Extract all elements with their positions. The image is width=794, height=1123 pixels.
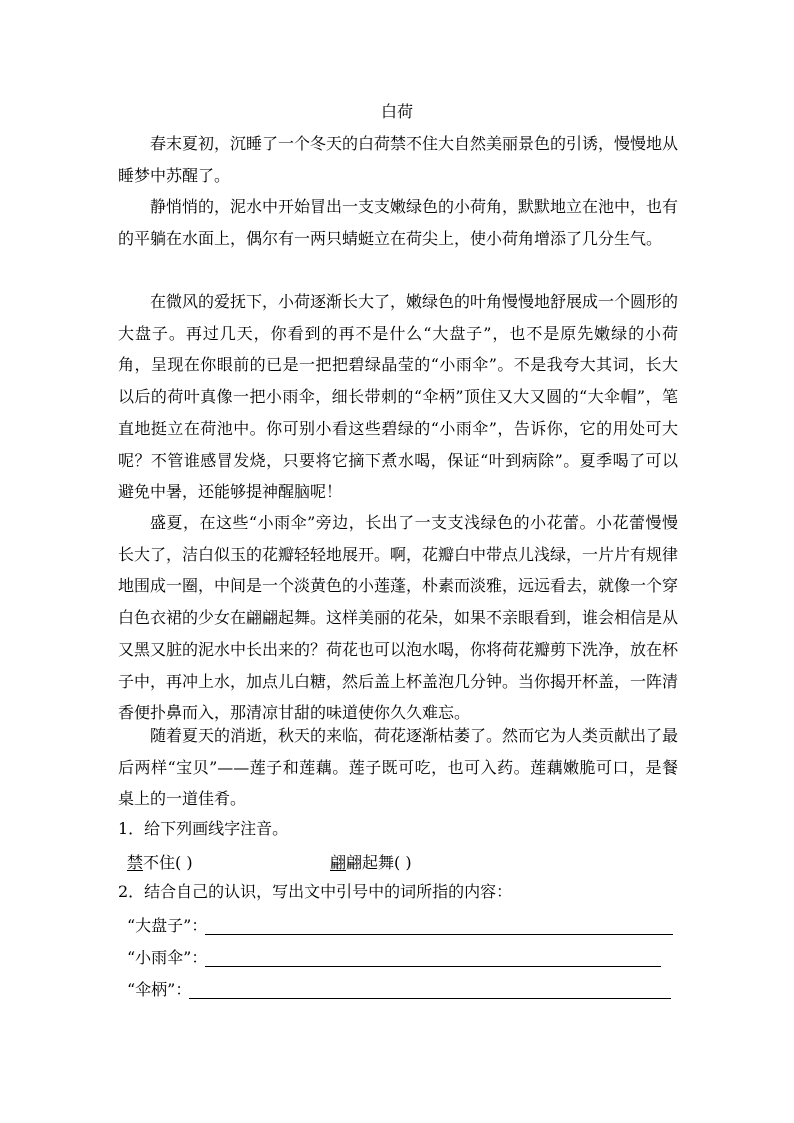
answer-label: “伞柄”： (127, 980, 192, 999)
paragraph-1: 春末夏初，沉睡了一个冬天的白荷禁不住大自然美丽景色的引诱，慢慢地从睡梦中苏醒了。 (118, 134, 679, 185)
paragraph-4: 盛夏，在这些“小雨伞”旁边，长出了一支支浅绿色的小花蕾。小花蕾慢慢长大了，洁白似玉的花瓣轻轻地展开。啊，花瓣白中带点儿浅绿，一片片有规律地围成一圈，中间是一个淡黄色的小莲蓬，朴素而淡雅，远远看去，就像一个穿白色衣裙的少女在翩翩起舞。这样美丽的花朵，如果不亲眼看到，谁会相信是从又黑又脏的泥水中长出来的？荷花也可以泡水喝，你将荷花瓣剪下洗净，放在杯子中，再冲上水，加点儿白糖，然后盖上杯盖泡几分钟。当你揭开杯盖，一阵清香便扑鼻而入，那清凉甘甜的味道使你久久难忘。 (118, 513, 679, 723)
answer-row-2 (127, 946, 207, 970)
question-2-prompt: 2．结合自己的认识，写出文中引号中的词所指的内容： (118, 882, 513, 901)
paragraph-5: 随着夏天的消逝，秋天的来临，荷花逐渐枯萎了。然而它为人类贡献出了最后两样“宝贝”——莲子和莲藕。莲子既可吃，也可入药。莲藕嫩脆可口，是餐桌上的一道佳肴。 (118, 726, 679, 809)
pinyin-item-1-rest[interactable]: 不住( ) (143, 853, 193, 872)
answer-label: “小雨伞”： (127, 948, 208, 967)
answer-blank-line[interactable] (205, 934, 673, 935)
answer-blank-line[interactable] (189, 998, 671, 999)
pinyin-item-2-rest[interactable]: 翩起舞( ) (346, 853, 412, 872)
answer-blank-line[interactable] (205, 966, 661, 967)
paragraph-3: 在微风的爱抚下，小荷逐渐长大了，嫩绿色的叶角慢慢地舒展成一个圆形的大盘子。再过几天，你看到的再不是什么“大盘子”，也不是原先嫩绿的小荷角，呈现在你眼前的已是一把把碧绿晶莹的“小雨伞”。不是我夸大其词，长大以后的荷叶真像一把小雨伞，细长带刺的“伞柄”顶住又大又圆的“大伞帽”，笔直地挺立在荷池中。你可别小看这些碧绿的“小雨伞”，告诉你，它的用处可大呢？不管谁感冒发烧，只要将它摘下煮水喝，保证“叶到病除”。夏季喝了可以避免中暑，还能够提神醒脑呢！ (118, 292, 679, 502)
pinyin-item-2 (330, 851, 412, 875)
pinyin-item-1 (127, 851, 193, 875)
question-1-prompt: 1．给下列画线字注音。 (118, 819, 289, 838)
answer-row-1 (127, 914, 207, 938)
paragraph-2: 静悄悄的，泥水中开始冒出一支支嫩绿色的小荷角，默默地立在池中，也有的平躺在水面上，偶尔有一两只蜻蜓立在荷尖上，使小荷角增添了几分生气。 (118, 197, 679, 248)
underlined-character: 禁 (127, 853, 144, 872)
passage-title: 白荷 (380, 102, 413, 121)
underlined-character: 翩 (330, 853, 347, 872)
answer-row-3 (127, 978, 191, 1002)
answer-label: “大盘子”： (127, 916, 208, 935)
